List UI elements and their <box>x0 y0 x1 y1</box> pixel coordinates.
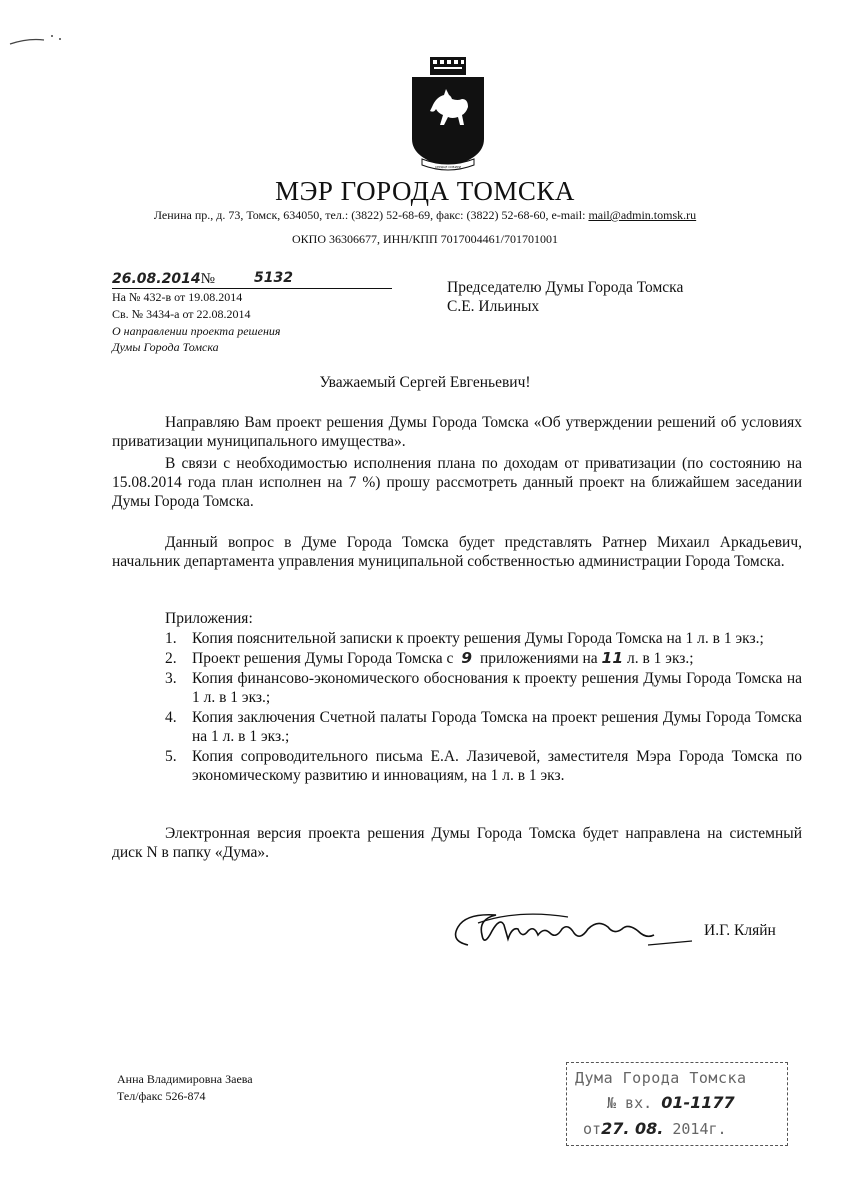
greeting: Уважаемый Сергей Евгеньевич! <box>319 374 531 391</box>
address-text: Ленина пр., д. 73, Томск, 634050, тел.: (3822) 52-68-69, факс: (3822) 52-68-60, e-mail: <box>153 208 589 222</box>
email-link[interactable]: mail@admin.tomsk.ru <box>588 208 697 222</box>
handwritten-pages: 11 <box>601 649 624 667</box>
paragraph-3: Данный вопрос в Думе Города Томска будет представлять Ратнер Михаил Аркадьевич, начальник департамента управления муниципальной собственностью администрации Города Томска. <box>112 534 802 570</box>
stamp-date-prefix: от <box>583 1120 602 1138</box>
attachment-text: приложениями на <box>476 650 602 667</box>
reference-1: На № 432-в от 19.08.2014 <box>112 290 243 304</box>
registration-line <box>112 270 392 292</box>
subject-line-1: О направлении проекта решения <box>112 324 281 338</box>
addressee-line-1: Председателю Думы Города Томска <box>447 279 684 296</box>
stamp-in-label: № вх. <box>607 1094 653 1112</box>
attachment-number: 1. <box>165 630 177 647</box>
attachment-number: 2. <box>165 650 177 667</box>
addressee-line-2: С.Е. Ильиных <box>447 298 540 315</box>
executor-phone: Тел/факс 526-874 <box>117 1089 206 1103</box>
attachment-item <box>165 747 802 785</box>
attachment-number: 5. <box>165 748 177 765</box>
letterhead-title: МЭР ГОРОДА ТОМСКА <box>275 176 575 206</box>
stamp-year: 2014 <box>672 1120 709 1138</box>
handwritten-signature <box>448 905 693 955</box>
attachment-text: Копия финансово-экономического обоснования к проекту решения Думы Города Томска на 1 л. в 1 экз.; <box>192 670 802 706</box>
incoming-stamp <box>566 1062 788 1146</box>
stamp-org: Дума Города Томска <box>575 1069 747 1087</box>
scan-mark <box>8 30 68 50</box>
emblem-motto: СЕРДЦЕ СИБИРИ <box>434 165 461 169</box>
registration-number: 5132 <box>254 270 293 286</box>
number-sign: № <box>200 271 215 287</box>
registration-underline <box>112 288 392 289</box>
attachment-number: 3. <box>165 670 177 687</box>
attachment-item <box>165 629 802 648</box>
attachment-item <box>165 708 802 746</box>
attachment-text: л. в 1 экз.; <box>623 650 694 667</box>
signer-name: И.Г. Кляйн <box>704 922 776 939</box>
attachment-number: 4. <box>165 709 177 726</box>
stamp-in-number: 01-1177 <box>661 1093 735 1112</box>
tomsk-coat-of-arms-icon <box>408 55 488 175</box>
stamp-number-row <box>607 1093 735 1112</box>
attachment-text: Копия пояснительной записки к проекту решения Думы Города Томска на 1 л. в 1 экз.; <box>192 630 764 647</box>
stamp-date-value: 27. 08. <box>601 1119 664 1138</box>
attachments-list <box>165 629 802 786</box>
executor-name: Анна Владимировна Заева <box>117 1072 253 1086</box>
letterhead-codes: ОКПО 36306677, ИНН/КПП 7017004461/701701001 <box>291 232 558 246</box>
attachment-item <box>165 649 802 668</box>
attachment-text: Копия заключения Счетной палаты Города Томска на проект решения Думы Города Томска на 1 л. в 1 экз.; <box>192 709 802 745</box>
paragraph-2: В связи с необходимостью исполнения плана по доходам от приватизации (по состоянию на 15.08.2014 года план исполнен на 7 %) прошу рассмотреть данный проект на ближайшем заседании Думы Города Томска. <box>112 455 802 510</box>
paragraph-1: Направляю Вам проект решения Думы Города Томска «Об утверждении решений об условиях приватизации муниципального имущества». <box>112 414 802 450</box>
subject-line-2: Думы Города Томска <box>112 340 219 354</box>
reference-2: Св. № 3434-а от 22.08.2014 <box>112 307 251 321</box>
attachment-text: Копия сопроводительного письма Е.А. Лазичевой, заместителя Мэра Города Томска по экономическому развитию и инновациям, на 1 л. в 1 экз. <box>192 748 802 784</box>
registration-date: 26.08.2014 <box>112 271 201 287</box>
handwritten-count: 9 <box>461 649 473 667</box>
attachments-heading: Приложения: <box>165 610 253 627</box>
attachment-text: Проект решения Думы Города Томска с <box>192 650 458 667</box>
stamp-year-suffix: г. <box>708 1120 727 1138</box>
letterhead-address <box>0 208 850 223</box>
stamp-date-row <box>583 1119 727 1138</box>
closing-paragraph: Электронная версия проекта решения Думы Города Томска будет направлена на системный диск N в папку «Дума». <box>112 825 802 861</box>
attachment-item <box>165 669 802 707</box>
